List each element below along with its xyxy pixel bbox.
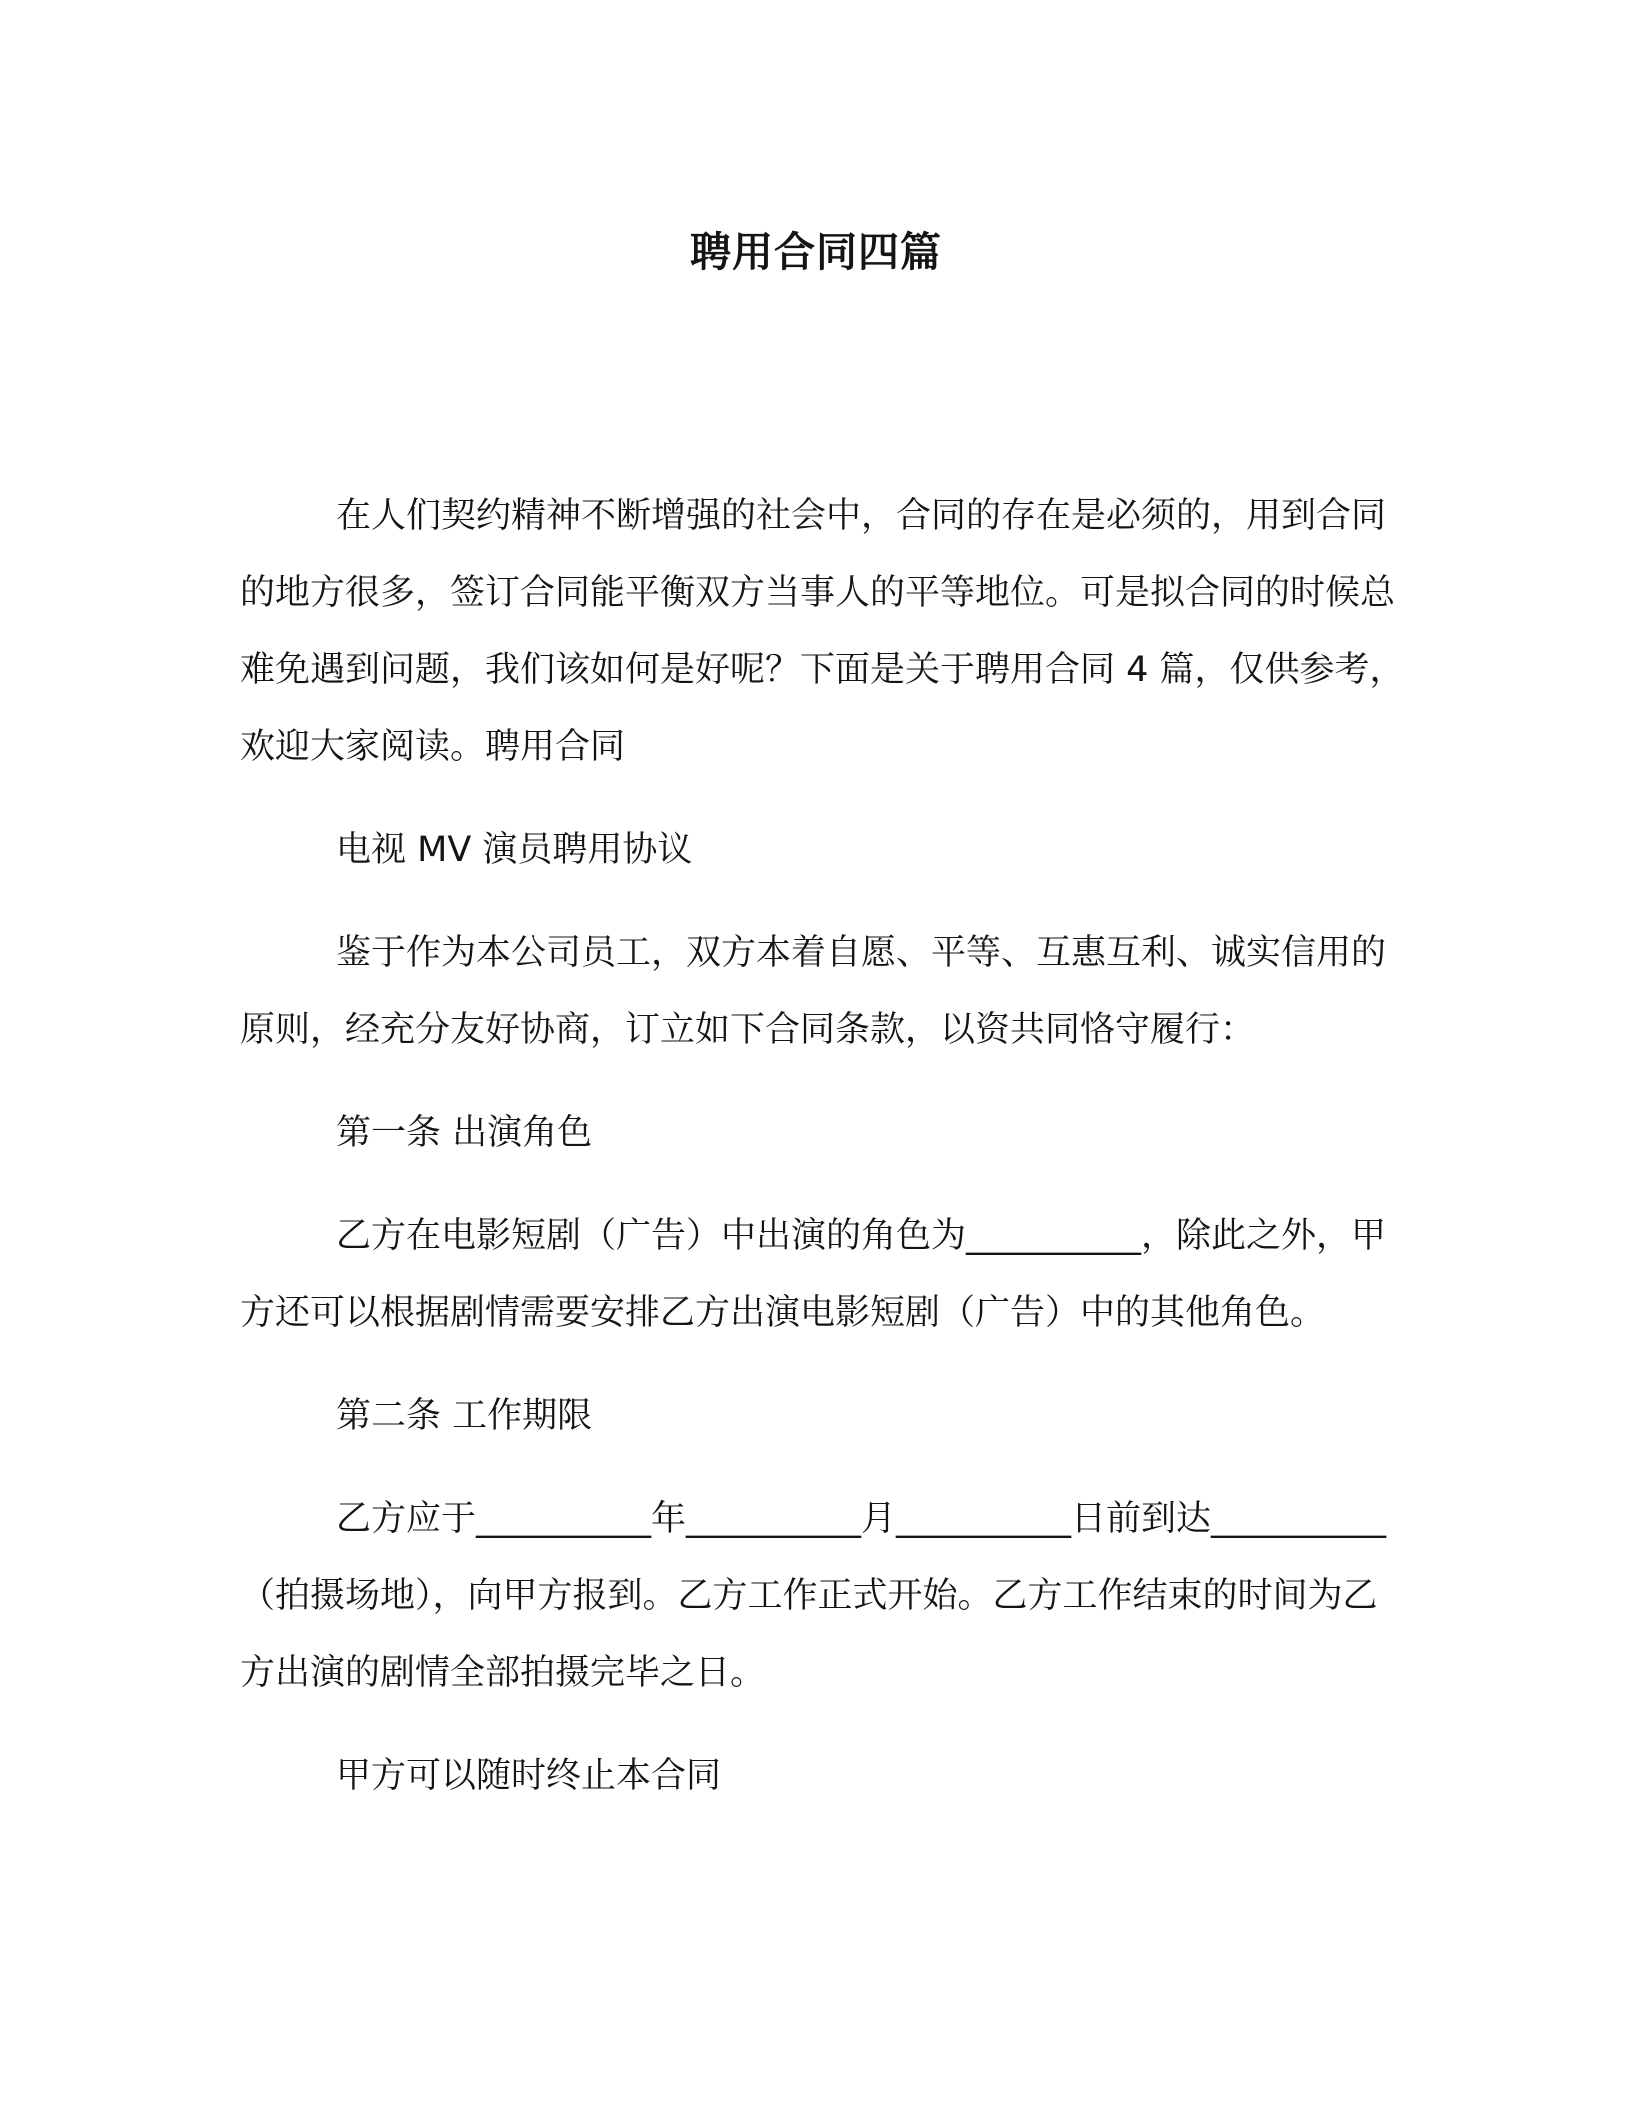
- document-title: 聘用合同四篇: [690, 228, 942, 276]
- agreement-heading: 电视 MV 演员聘用协议: [336, 830, 693, 870]
- termination-line: 甲方可以随时终止本合同: [336, 1756, 722, 1796]
- document-body: [240, 478, 1410, 1841]
- intro-paragraph: 在人们契约精神不断增强的社会中，合同的存在是必须的，用到合同的地方很多，签订合同能平衡双方当事人的平等地位。可是拟合同的时候总难免遇到问题，我们该如何是好呢？下面是关于聘用合同 4 篇，仅供参考，欢迎大家阅读。聘用合同: [240, 496, 1405, 767]
- preamble-paragraph: 鉴于作为本公司员工，双方本着自愿、平等、互惠互利、诚实信用的原则，经充分友好协商，订立如下合同条款，以资共同恪守履行：: [240, 933, 1387, 1050]
- article-2-heading: 第二条 工作期限: [336, 1396, 593, 1436]
- article-1-heading: 第一条 出演角色: [336, 1113, 593, 1153]
- article-1-paragraph: 乙方在电影短剧（广告）中出演的角色为__________，除此之外，甲方还可以根据剧情需要安排乙方出演电影短剧（广告）中的其他角色。: [240, 1216, 1387, 1333]
- article-2-paragraph: 乙方应于__________年__________月__________日前到达__________（拍摄场地），向甲方报到。乙方工作正式开始。乙方工作结束的时间为乙方出演的剧情全部拍摄完毕之日。: [240, 1499, 1387, 1693]
